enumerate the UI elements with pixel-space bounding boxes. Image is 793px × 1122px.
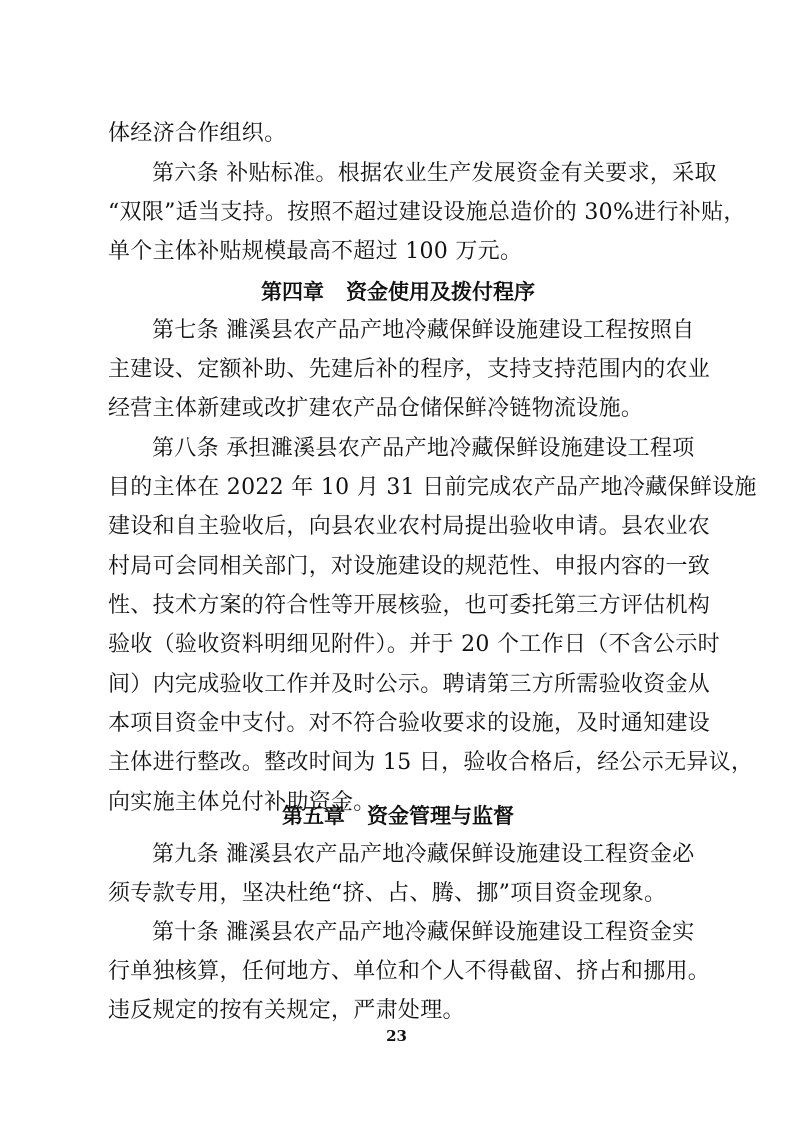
page-number: 23	[386, 1027, 407, 1045]
paragraph-line: 间）内完成验收工作并及时公示。聘请第三方所需验收资金从	[108, 672, 711, 697]
paragraph-line: 单个主体补贴规模最高不超过 100 万元。	[108, 239, 523, 264]
paragraph-line: 向实施主体兑付补助资金。	[108, 790, 376, 815]
paragraph-line: “双限”适当支持。按照不超过建设设施总造价的 30%进行补贴，	[108, 200, 746, 225]
paragraph-line: 性、技术方案的符合性等开展核验，也可委托第三方评估机构	[108, 593, 711, 618]
paragraph-line: 体经济合作组织。	[108, 121, 287, 146]
chapter-5-heading: 第五章 资金管理与监督	[282, 804, 514, 828]
paragraph-line: 村局可会同相关部门，对设施建设的规范性、申报内容的一致	[108, 554, 711, 579]
paragraph-line: 建设和自主验收后，向县农业农村局提出验收申请。县农业农	[108, 514, 711, 539]
paragraph-line: 验收（验收资料明细见附件）。并于 20 个工作日（不含公示时	[108, 632, 720, 657]
chapter-4-heading: 第四章 资金使用及拨付程序	[261, 280, 535, 304]
paragraph-line: 主建设、定额补助、先建后补的程序，支持支持范围内的农业	[108, 357, 711, 382]
paragraph-line: 违反规定的按有关规定，严肃处理。	[108, 998, 465, 1023]
article-6-line: 第六条 补贴标准。根据农业生产发展资金有关要求，采取	[152, 161, 717, 186]
paragraph-line: 本项目资金中支付。对不符合验收要求的设施，及时通知建设	[108, 711, 711, 736]
article-9-line: 第九条 濉溪县农产品产地冷藏保鲜设施建设工程资金必	[152, 842, 695, 867]
article-8-line: 第八条 承担濉溪县农产品产地冷藏保鲜设施建设工程项	[152, 436, 695, 461]
paragraph-line: 主体进行整改。整改时间为 15 日，验收合格后，经公示无异议，	[108, 750, 754, 775]
article-7-line: 第七条 濉溪县农产品产地冷藏保鲜设施建设工程按照自	[152, 318, 695, 343]
paragraph-line: 行单独核算，任何地方、单位和个人不得截留、挤占和挪用。	[108, 959, 711, 984]
paragraph-line: 目的主体在 2022 年 10 月 31 日前完成农产品产地冷藏保鲜设施	[108, 475, 757, 500]
paragraph-line: 须专款专用，坚决杜绝“挤、占、腾、挪”项目资金现象。	[108, 881, 667, 906]
paragraph-line: 经营主体新建或改扩建农产品仓储保鲜冷链物流设施。	[108, 396, 644, 421]
article-10-line: 第十条 濉溪县农产品产地冷藏保鲜设施建设工程资金实	[152, 920, 695, 945]
